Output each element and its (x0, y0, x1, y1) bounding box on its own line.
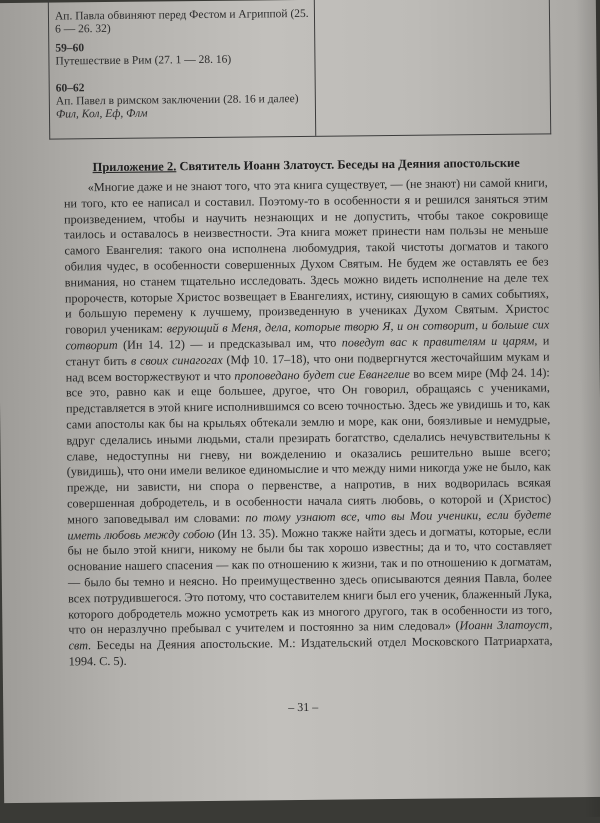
source-author: Иоанн Златоуст, свт. (68, 617, 553, 653)
appendix-heading (92, 156, 519, 175)
text-run: «Многие даже и не знают того, что эта книга существует, — (не знают) ни самой книги, ни того, кто ее написал и составил. Поэтому-то в особенности я и решился заняться этим произведением, чтобы и научить незнающих и не допустить, чтобы такое сокровище таилось и оставалось в неизвестности. Эта книга может принести нам пользы не меньше самого Евангелия: такого она исполнена любомудрия, такой чистоты догматов и такого обилия чудес, в особенности совершенных Духом Святым. Не будем же оставлять ее без внимания, но станем тщательно исследовать. Здесь можно видеть исполнение на деле тех пророчеств, которые Христос возвещает в Евангелиях, истину, сияющую в самих событиях, и большую перемену к лучшему, произведенную в учениках Духом Святым. Христос говорил ученикам: (63, 175, 550, 337)
text-run: (Ин 13. 35). Можно также найти здесь и догматы, которые, если бы не было этой книги, никому не были бы так хорошо известны; да и то, что составляет основание нашего спасения — как по отношению к жизни, так и по отношению к догматам, — было бы темно и неясно. Но преимущественно здесь описываются деяния Павла, более всех потрудившегося. Это потому, что составителем книги был его ученик, блаженный Лука, которого добродетель можно усмотреть как из многого другого, так в особенности из того, что он неразлучно пребывал с учителем и постоянно за ним следовал» ( (67, 522, 553, 637)
scripture-quote: проповедано будет сие Евангелие (234, 366, 410, 383)
chronology-table (48, 0, 551, 140)
quote-paragraph (64, 175, 553, 670)
scripture-quote: поведут вас к правителям и царям (341, 333, 535, 350)
appendix-label: Приложение 2. (92, 159, 177, 175)
table-cell-journey (55, 40, 310, 69)
cell-text: Путешествие в Рим (27. 1 — 28. 16) (55, 53, 232, 68)
quote-text (64, 175, 553, 670)
table-column-divider (314, 0, 316, 136)
text-run: (Ин 14. 12) — и предсказывал им, что (117, 335, 342, 352)
text-run: во всем мире (Мф 24. 14): все это, равно как и еще большее, другое, что Он говорил, обращаясь с учениками, представляется в этой книге исполнившимся со всею точностью. Здесь же увидишь и то, как сами апостолы как бы на крыльях обтекали землю и море, как они, боязливые и немудрые, вдруг сделались иными людьми, стали презирать богатство, сделались нечувствительны к славе, недоступны ни гневу, ни вожделению и оказались решительно выше всего; (увидишь), что они имели великое единомыслие и что между ними никогда уже не было, как прежде, ни зависти, ни спора о первенстве, а напротив, в них водворилась всякая совершенная добродетель, и в особенности начала сиять любовь, о которой и (Христос) много заповедывал им словами: (65, 364, 552, 527)
scripture-quote: верующий в Меня, дела, которые творю Я, и он сотворит, и больше сих сотворит (65, 317, 550, 353)
chapter-range: 60–62 (55, 82, 85, 95)
table-cell-trial (55, 8, 310, 37)
scripture-quote: по тому узнают все, что вы Мои ученики, если будете иметь любовь между собою (67, 507, 552, 542)
appendix-title: Святитель Иоанн Златоуст. Беседы на Деяния апостольские (179, 155, 520, 174)
scripture-quote: в своих синагогах (130, 352, 223, 368)
table-cell-imprisonment (56, 80, 311, 122)
text-run: (Мф 10. 17–18), что они подвергнутся жесточайшим мукам и над всем восторжествуют и что (65, 349, 550, 385)
epistle-list: Фил, Кол, Еф, Флм (55, 107, 148, 121)
cell-text: Ап. Павла обвиняют перед Фестом и Агриппой (25. 6 — 26. 32) (54, 7, 309, 36)
cell-text (56, 93, 311, 122)
text-run: Беседы на Деяния апостольские. М.: Издательский отдел Московского Патриархата, 1994. С. 5). (68, 633, 553, 669)
page-number: – 31 – (288, 699, 319, 715)
cell-description: Ап. Павел в римском заключении (28. 16 и далее) (55, 92, 299, 108)
chapter-range: 59–60 (55, 42, 85, 55)
text-run: , и станут бить (65, 333, 550, 369)
